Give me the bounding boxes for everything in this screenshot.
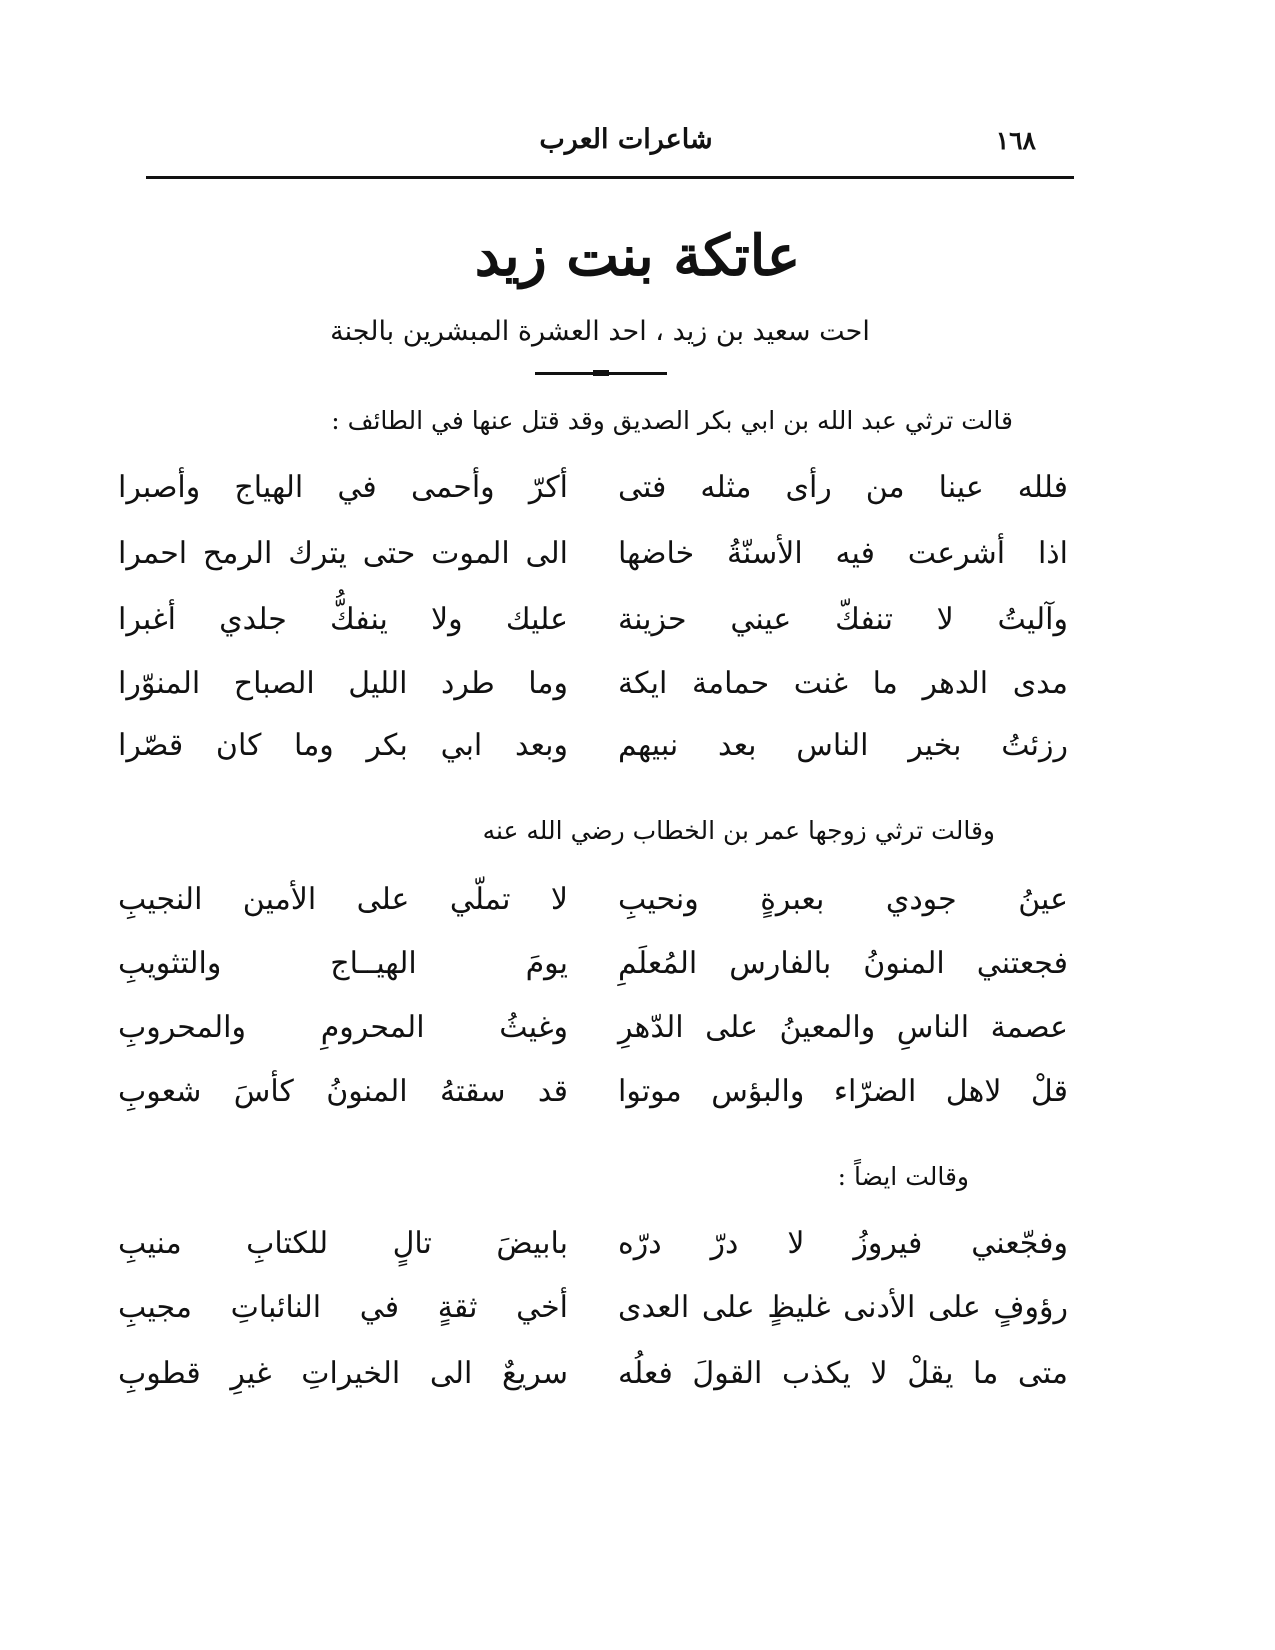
verse-first-hemistich: عينُ جودي بعبرةٍ ونحيبِ: [618, 882, 1068, 917]
page-number: ١٦٨: [995, 126, 1036, 155]
verse-second-hemistich: سريعٌ الى الخيراتِ غيرِ قطوبِ: [118, 1356, 568, 1391]
verse-first-hemistich: فجعتني المنونُ بالفارس المُعلَمِ: [618, 946, 1068, 981]
verse-first-hemistich: فلله عينا من رأى مثله فتى: [618, 470, 1068, 505]
header-rule: [146, 176, 1074, 179]
verse-second-hemistich: الى الموت حتى يترك الرمح احمرا: [118, 536, 568, 571]
verse-line: [118, 876, 1068, 924]
verse-line: [118, 1004, 1068, 1052]
verse-line: [118, 464, 1068, 512]
verse-line: [118, 722, 1068, 770]
verse-second-hemistich: يومَ الهيــاج والتثويبِ: [118, 946, 568, 981]
section-intro: وقالت ايضاً :: [837, 1162, 969, 1191]
chapter-title: عاتكة بنت زيد: [474, 223, 801, 289]
verse-line: [118, 1350, 1068, 1398]
verse-line: [118, 660, 1068, 708]
section-intro: قالت ترثي عبد الله بن ابي بكر الصديق وقد قتل عنها في الطائف :: [331, 406, 1013, 435]
verse-first-hemistich: متى ما يقلْ لا يكذب القولَ فعلُه: [618, 1356, 1068, 1391]
section-intro: وقالت ترثي زوجها عمر بن الخطاب رضي الله عنه: [482, 816, 995, 845]
verse-first-hemistich: مدى الدهر ما غنت حمامة ايكة: [618, 666, 1068, 701]
verse-second-hemistich: لا تملّي على الأمين النجيبِ: [118, 882, 568, 917]
verse-second-hemistich: أكرّ وأحمى في الهياج وأصبرا: [118, 470, 568, 505]
running-header-title: شاعرات العرب: [539, 124, 713, 155]
verse-line: [118, 1284, 1068, 1332]
verse-first-hemistich: وآليتُ لا تنفكّ عيني حزينة: [618, 602, 1068, 637]
verse-line: [118, 596, 1068, 644]
ornamental-divider: [535, 372, 667, 375]
verse-second-hemistich: أخي ثقةٍ في النائباتِ مجيبِ: [118, 1290, 568, 1325]
verse-first-hemistich: قلْ لاهل الضرّاء والبؤس موتوا: [618, 1074, 1068, 1109]
verse-first-hemistich: رؤوفٍ على الأدنى غليظٍ على العدى: [618, 1290, 1068, 1325]
verse-first-hemistich: عصمة الناسِ والمعينُ على الدّهرِ: [618, 1010, 1068, 1045]
verse-line: [118, 1220, 1068, 1268]
running-header: [146, 124, 1074, 172]
verse-second-hemistich: وما طرد الليل الصباح المنوّرا: [118, 666, 568, 701]
verse-first-hemistich: رزئتُ بخير الناس بعد نبيهم: [618, 728, 1068, 763]
verse-second-hemistich: وبعد ابي بكر وما كان قصّرا: [118, 728, 568, 763]
verse-first-hemistich: اذا أشرعت فيه الأسنّةُ خاضها: [618, 536, 1068, 571]
verse-line: [118, 940, 1068, 988]
verse-second-hemistich: بابيضَ تالٍ للكتابِ منيبِ: [118, 1226, 568, 1261]
verse-second-hemistich: عليك ولا ينفكُّ جلدي أغبرا: [118, 602, 568, 637]
verse-line: [118, 1068, 1068, 1116]
verse-first-hemistich: وفجّعني فيروزُ لا درّ درّه: [618, 1226, 1068, 1261]
verse-second-hemistich: قد سقتهُ المنونُ كأسَ شعوبِ: [118, 1074, 568, 1109]
verse-second-hemistich: وغيثُ المحرومِ والمحروبِ: [118, 1010, 568, 1045]
chapter-subtitle: احت سعيد بن زيد ، احد العشرة المبشرين بالجنة: [330, 316, 870, 347]
verse-line: [118, 530, 1068, 578]
